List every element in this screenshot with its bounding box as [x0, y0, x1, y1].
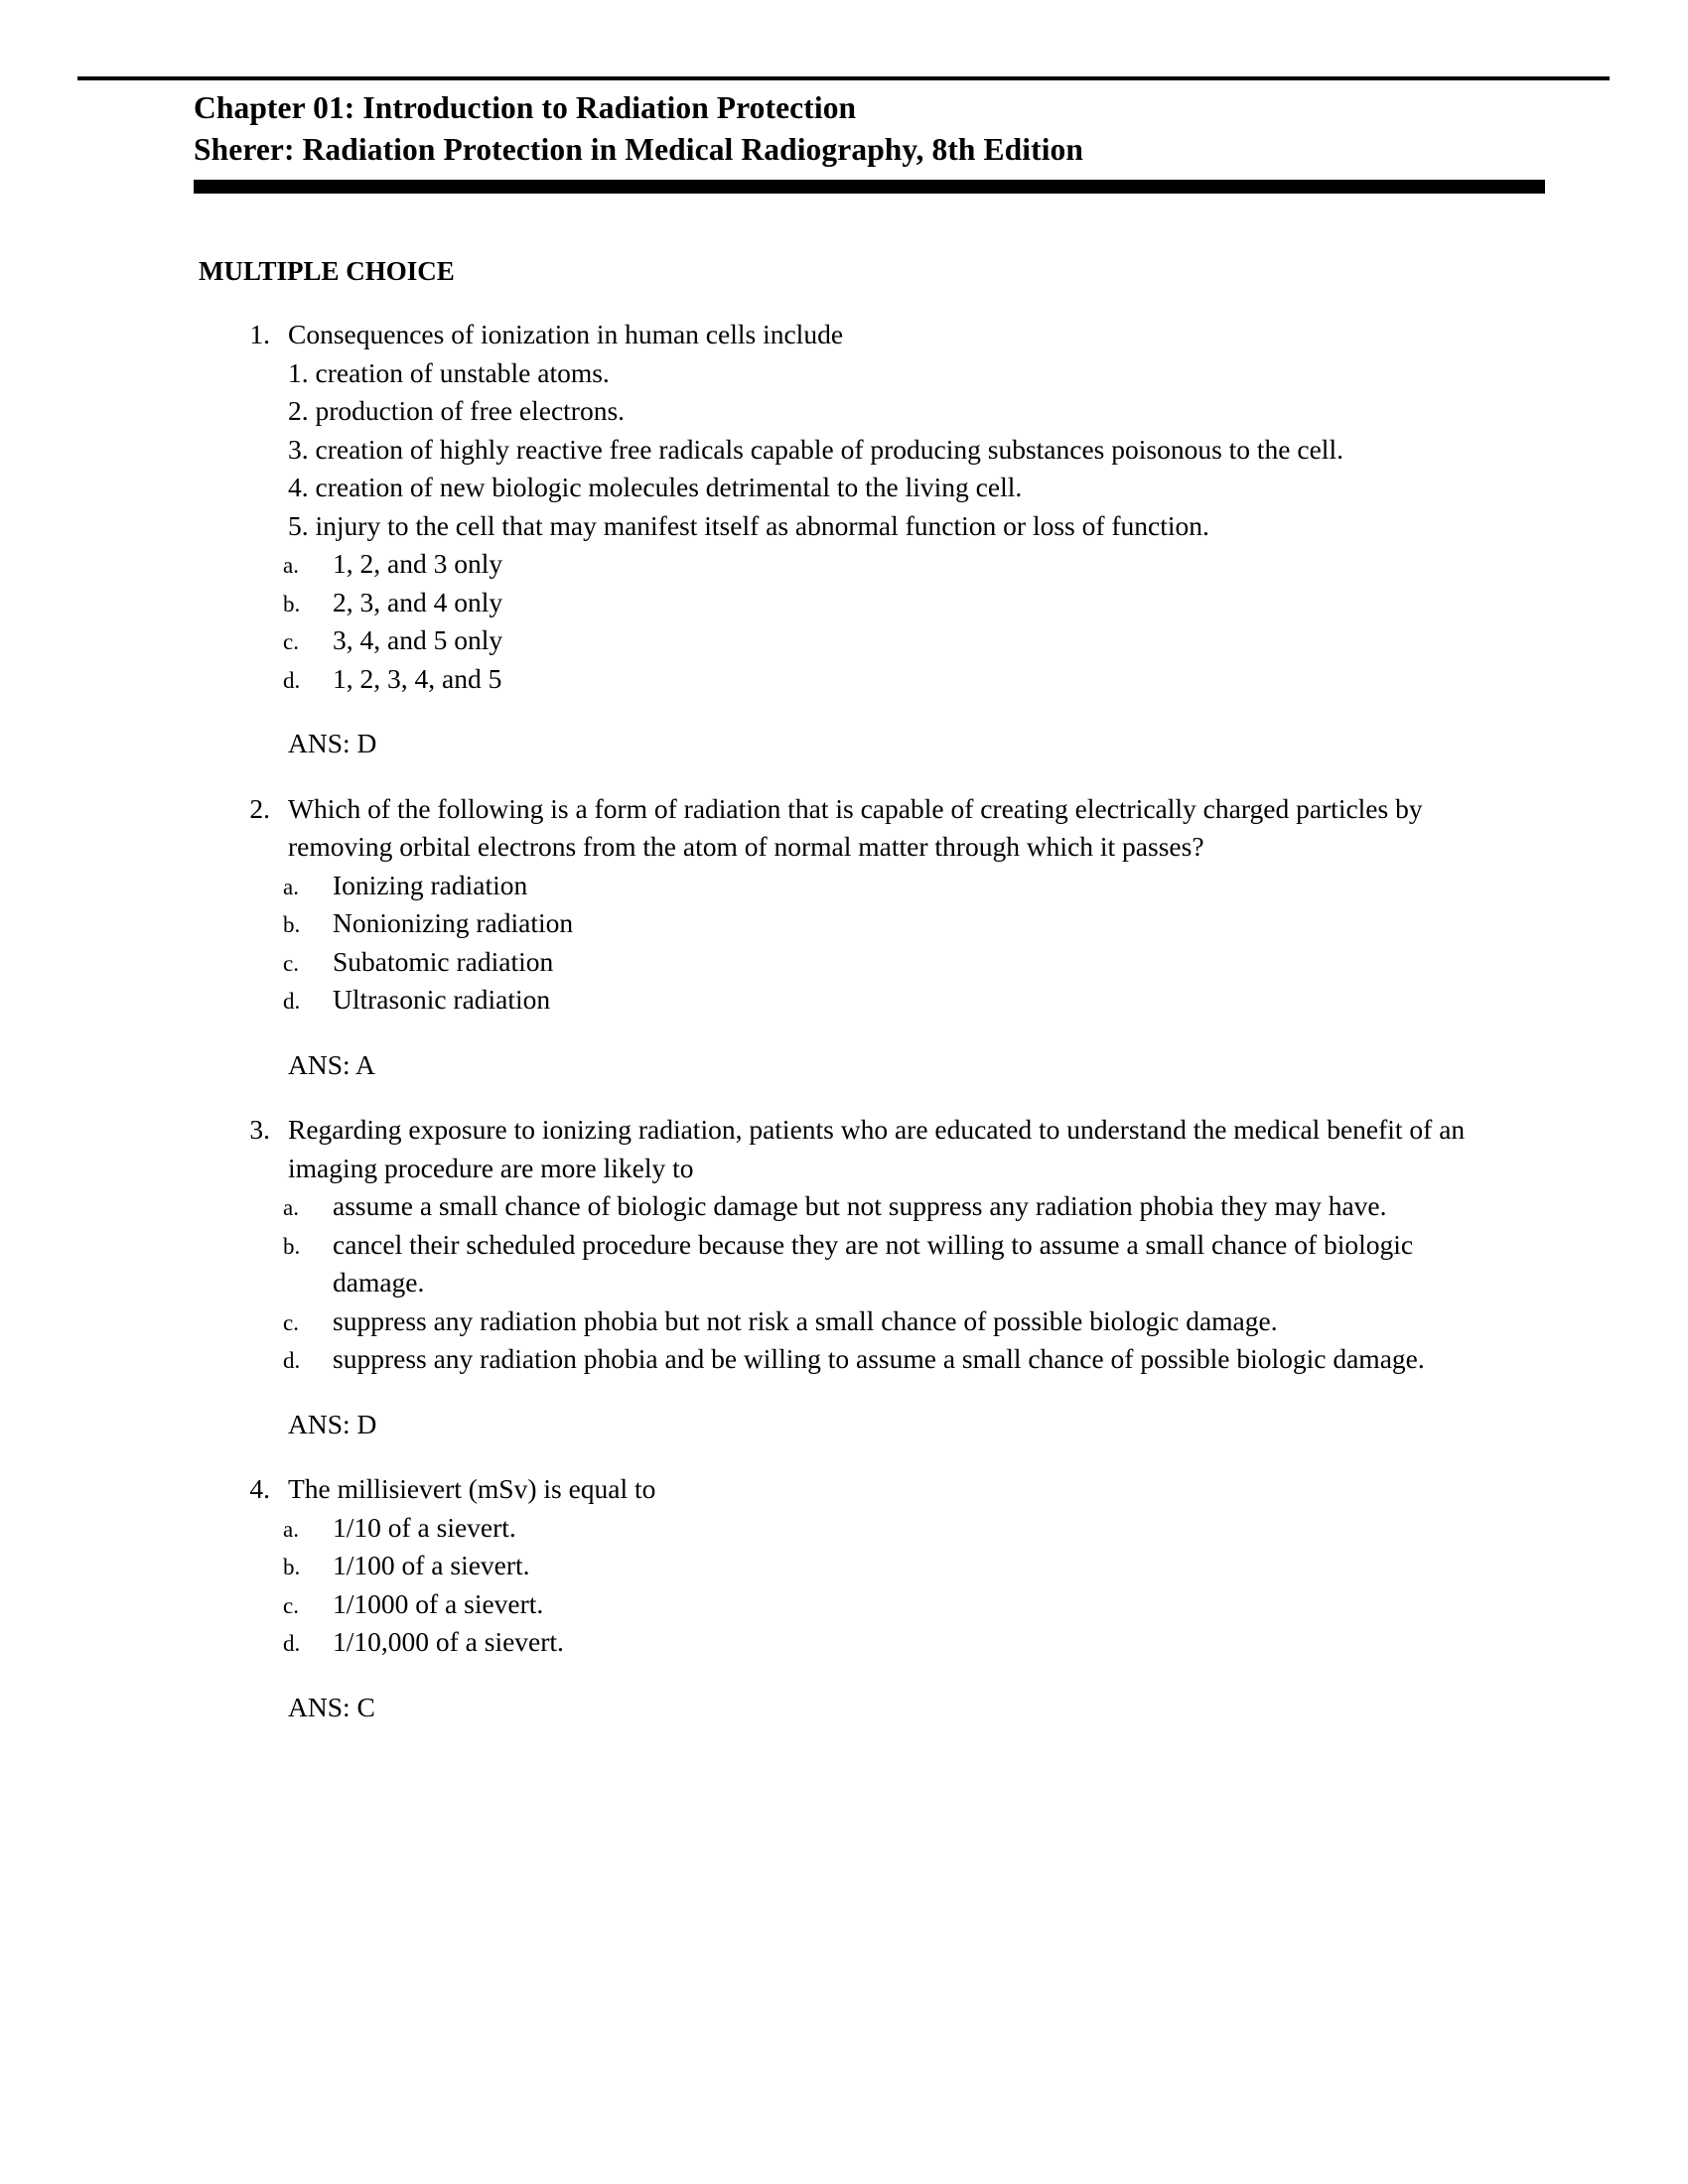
section-heading-multiple-choice: MULTIPLE CHOICE	[199, 256, 455, 286]
answer-choice[interactable]	[0, 1340, 1688, 1379]
question-item	[0, 1111, 1688, 1443]
question-stem-text: Which of the following is a form of radiation that is capable of creating electrically charged particles by removing orbital electrons from the atom of normal matter through which it passes?	[288, 792, 1423, 862]
answer-choice-letter: a.	[283, 874, 299, 899]
question-number: 1.	[249, 319, 270, 349]
answer-choice[interactable]	[0, 621, 1688, 660]
answer-choice-letter: c.	[283, 950, 299, 976]
answer-choice-text: Ultrasonic radiation	[333, 984, 551, 1015]
question-number: 4.	[249, 1473, 270, 1504]
document-header	[194, 87, 1584, 171]
question-stem-item: 2. production of free electrons.	[288, 395, 626, 426]
question-separator	[0, 763, 1688, 790]
answer-choice-text: 1/1000 of a sievert.	[333, 1587, 544, 1619]
question-stem-item: 3. creation of highly reactive free radicals capable of producing substances poisonous to the cell.	[288, 433, 1343, 465]
header-book-title: Sherer: Radiation Protection in Medical Radiography, 8th Edition	[194, 132, 1084, 167]
answer-choice-text: 1/10,000 of a sievert.	[333, 1626, 564, 1657]
answer-choice-text: Subatomic radiation	[333, 945, 554, 977]
question-item	[0, 790, 1688, 1085]
answer-choice-text: suppress any radiation phobia but not risk a small chance of possible biologic damage.	[333, 1304, 1278, 1336]
answer-choice-text: 2, 3, and 4 only	[333, 586, 503, 617]
question-stem-row	[0, 1470, 1688, 1509]
answer-choice[interactable]	[0, 584, 1688, 622]
answer-choice-letter: a.	[283, 553, 299, 578]
question-item	[0, 1470, 1688, 1726]
question-item	[0, 316, 1688, 763]
answer-choice-letter: c.	[283, 1592, 299, 1618]
answer-choice-letter: a.	[283, 1195, 299, 1220]
answer-key: ANS: D	[288, 728, 377, 758]
answer-choice[interactable]	[0, 904, 1688, 943]
answer-choice-text: Ionizing radiation	[333, 869, 528, 900]
answer-choice[interactable]	[0, 1226, 1688, 1302]
answer-choice[interactable]	[0, 1547, 1688, 1585]
answer-choice-text: assume a small chance of biologic damage but not suppress any radiation phobia they may have.	[333, 1190, 1387, 1221]
answer-choice-list	[0, 1509, 1688, 1662]
answer-choice-text: suppress any radiation phobia and be willing to assume a small chance of possible biologic damage.	[333, 1343, 1425, 1374]
answer-choice[interactable]	[0, 1509, 1688, 1548]
answer-choice-text: 3, 4, and 5 only	[333, 624, 503, 655]
answer-choice-list	[0, 1187, 1688, 1379]
header-chapter-title: Chapter 01: Introduction to Radiation Protection	[194, 90, 857, 125]
answer-choice-letter: b.	[283, 1555, 301, 1579]
answer-choice-letter: c.	[283, 1309, 299, 1335]
answer-choice[interactable]	[0, 1623, 1688, 1662]
answer-choice[interactable]	[0, 1302, 1688, 1341]
answer-choice[interactable]	[0, 981, 1688, 1020]
header-top-rule	[77, 76, 1610, 80]
question-stem-item: 4. creation of new biologic molecules detrimental to the living cell.	[288, 472, 1023, 502]
question-stem-row	[0, 790, 1688, 867]
question-stem-item: 1. creation of unstable atoms.	[288, 356, 610, 388]
question-stem-item-list	[0, 354, 1688, 546]
answer-key: ANS: A	[288, 1048, 375, 1080]
question-stem-text: Consequences of ionization in human cells include	[288, 319, 844, 349]
answer-choice-letter: b.	[283, 591, 301, 616]
answer-choice-list	[0, 545, 1688, 698]
question-number: 3.	[249, 1114, 270, 1145]
answer-choice[interactable]	[0, 943, 1688, 982]
answer-choice-letter: d.	[283, 989, 301, 1014]
answer-choice-text: 1/10 of a sievert.	[333, 1511, 516, 1543]
answer-choice-letter: d.	[283, 1348, 301, 1373]
question-stem-row	[0, 1111, 1688, 1187]
answer-choice-text: 1/100 of a sievert.	[333, 1550, 530, 1580]
answer-choice[interactable]	[0, 1187, 1688, 1226]
answer-choice-text: 1, 2, 3, 4, and 5	[333, 662, 502, 694]
question-stem-item: 5. injury to the cell that may manifest itself as abnormal function or loss of function.	[288, 509, 1209, 541]
answer-choice-text: cancel their scheduled procedure because they are not willing to assume a small chance of biologic damage.	[333, 1228, 1414, 1297]
answer-key: ANS: D	[288, 1408, 377, 1439]
answer-key: ANS: C	[288, 1691, 375, 1722]
question-list	[0, 316, 1688, 1726]
answer-choice-letter: c.	[283, 629, 299, 654]
header-bottom-bar	[194, 180, 1545, 194]
answer-choice[interactable]	[0, 545, 1688, 584]
answer-choice[interactable]	[0, 660, 1688, 699]
answer-choice-text: 1, 2, and 3 only	[333, 548, 503, 579]
answer-choice-letter: d.	[283, 1631, 301, 1656]
question-stem-text: Regarding exposure to ionizing radiation, patients who are educated to understand the medical benefit of an imaging procedure are more likely to	[288, 1114, 1466, 1183]
answer-choice-letter: d.	[283, 667, 301, 693]
answer-choice-letter: b.	[283, 1233, 301, 1259]
question-stem-text: The millisievert (mSv) is equal to	[288, 1473, 656, 1504]
answer-choice-letter: a.	[283, 1516, 299, 1542]
answer-choice-letter: b.	[283, 912, 301, 937]
answer-choice-list	[0, 867, 1688, 1020]
question-separator	[0, 1443, 1688, 1470]
answer-choice[interactable]	[0, 867, 1688, 905]
answer-choice[interactable]	[0, 1585, 1688, 1624]
question-stem-row	[0, 316, 1688, 354]
answer-choice-text: Nonionizing radiation	[333, 907, 574, 938]
question-number: 2.	[249, 792, 270, 824]
question-separator	[0, 1084, 1688, 1111]
